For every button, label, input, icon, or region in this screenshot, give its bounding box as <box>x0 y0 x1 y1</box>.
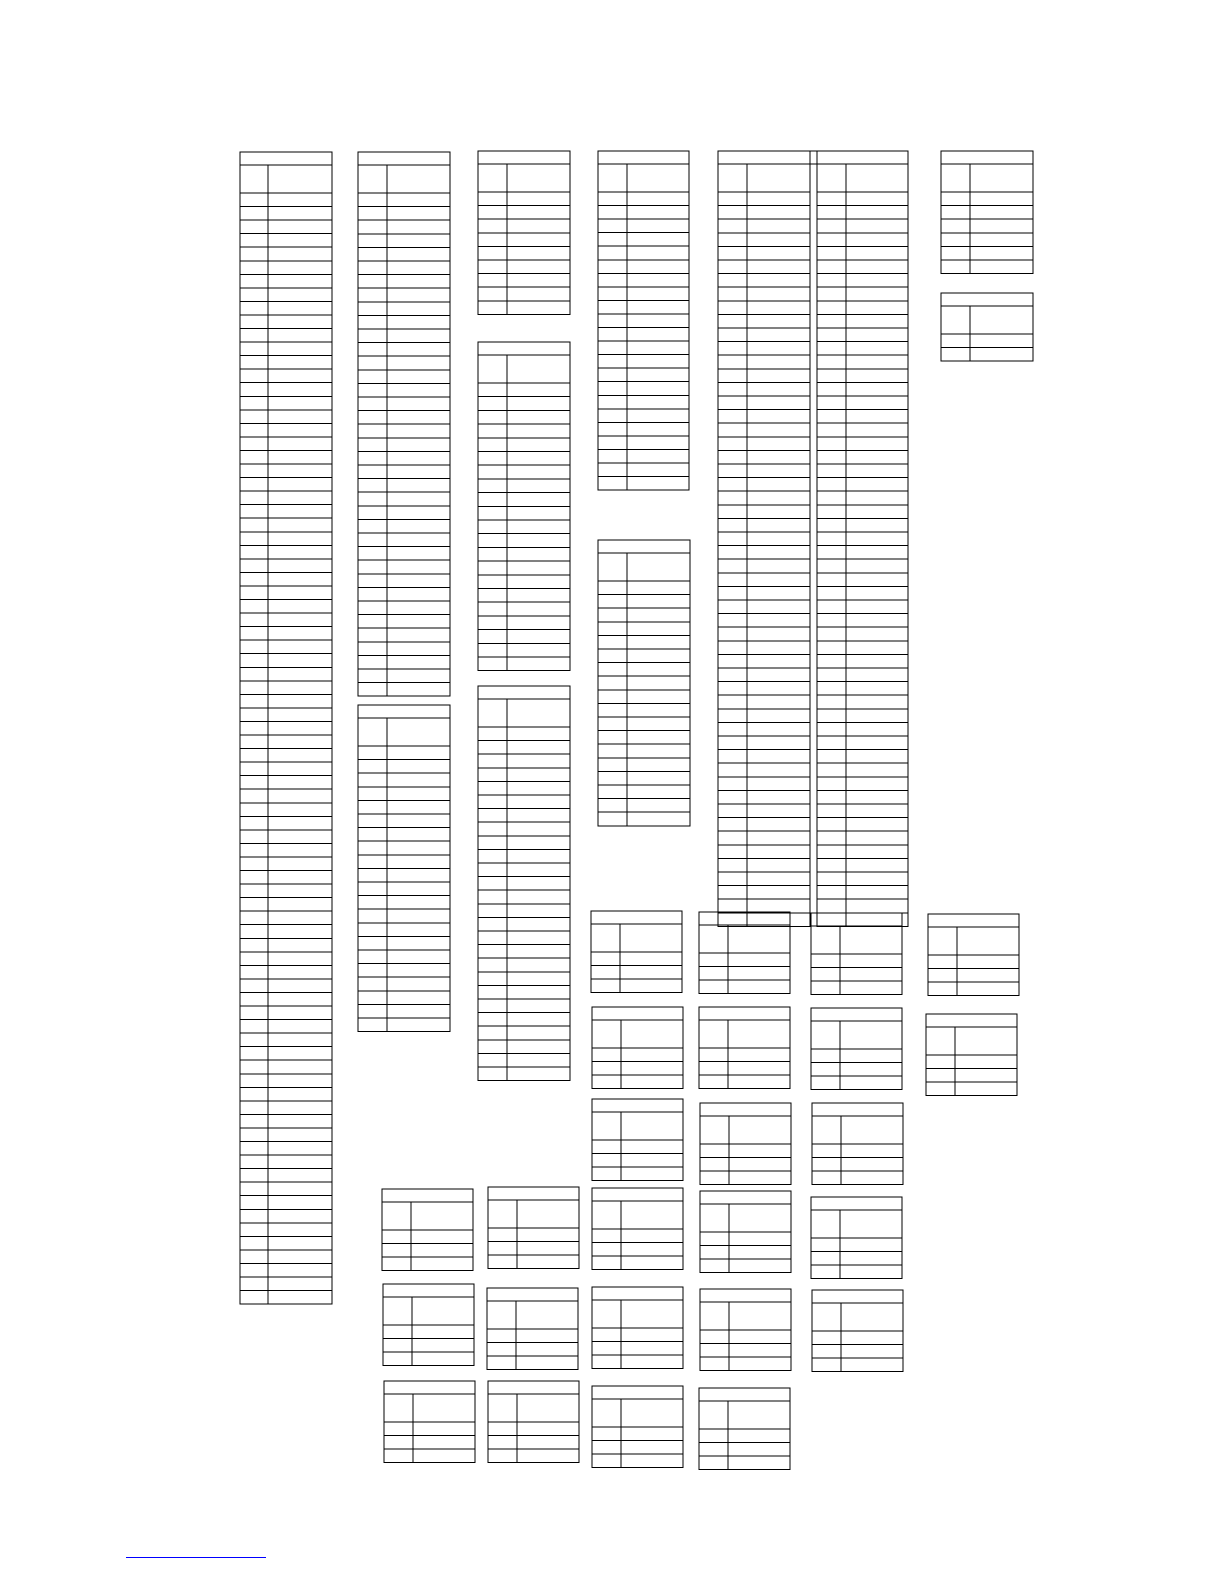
table-small-6 <box>699 1007 790 1089</box>
table-t13 <box>598 540 690 826</box>
table-t4 <box>478 342 570 671</box>
table-small-4 <box>928 914 1019 996</box>
table-small-25 <box>699 1388 790 1470</box>
table-border <box>598 540 690 826</box>
table-small-18 <box>487 1288 578 1370</box>
table-small-7 <box>811 1008 902 1090</box>
table-t2 <box>358 152 450 696</box>
table-small-15 <box>700 1191 791 1273</box>
table-t8 <box>817 151 908 926</box>
table-small-5 <box>592 1007 683 1089</box>
table-small-24 <box>592 1386 683 1468</box>
table-small-10 <box>700 1103 791 1185</box>
table-border <box>941 293 1033 361</box>
table-small-13 <box>488 1187 579 1269</box>
table-small-23 <box>488 1381 579 1463</box>
table-border <box>240 152 332 1304</box>
table-small-11 <box>812 1103 903 1185</box>
table-small-16 <box>811 1197 902 1279</box>
table-small-21 <box>812 1290 903 1372</box>
table-small-1 <box>591 911 682 993</box>
table-small-9 <box>592 1099 683 1181</box>
table-t7 <box>718 151 810 926</box>
table-t10 <box>941 293 1033 361</box>
table-small-2 <box>699 912 790 994</box>
table-border <box>478 686 570 1081</box>
table-t5 <box>478 686 570 1081</box>
table-small-3 <box>811 913 902 995</box>
table-small-19 <box>592 1287 683 1369</box>
table-border <box>817 151 908 926</box>
table-t7-t8-title <box>718 151 908 164</box>
table-border <box>598 151 689 490</box>
table-t9 <box>941 151 1033 274</box>
table-small-17 <box>383 1284 474 1366</box>
table-border <box>718 151 810 926</box>
table-t11 <box>598 151 689 490</box>
table-t6 <box>358 705 450 1032</box>
table-small-20 <box>700 1289 791 1371</box>
table-small-22 <box>384 1381 475 1463</box>
table-border <box>941 151 1033 274</box>
table-t3 <box>478 151 570 314</box>
table-border <box>718 151 908 164</box>
table-small-14 <box>592 1188 683 1270</box>
footnote-rule <box>126 1557 266 1558</box>
table-small-8 <box>926 1014 1017 1096</box>
table-t1 <box>240 152 332 1304</box>
table-small-12 <box>382 1189 473 1271</box>
